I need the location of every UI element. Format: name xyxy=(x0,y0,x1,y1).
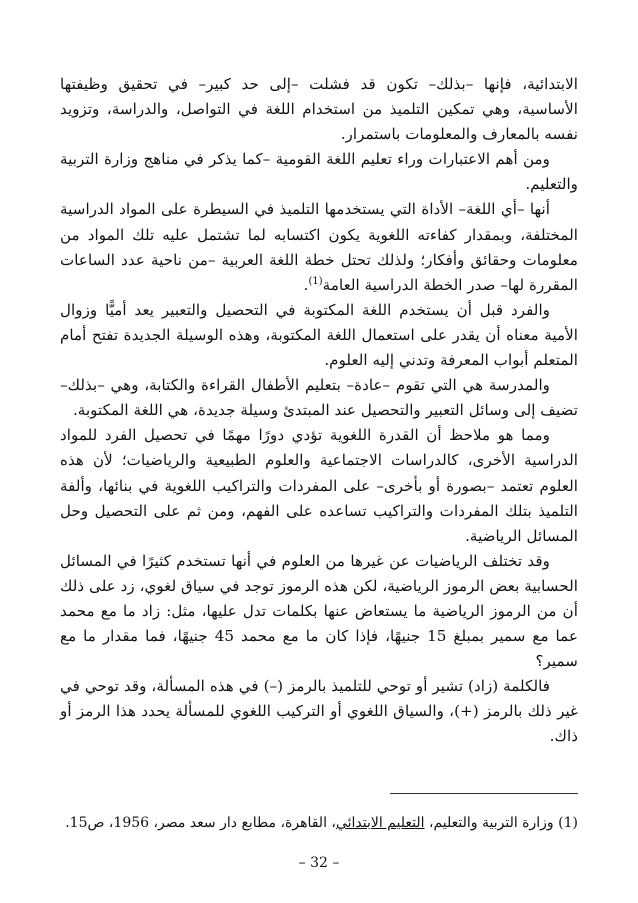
paragraph-3 xyxy=(60,197,578,297)
paragraph-8: فالكلمة (زاد) تشير أو توحي للتلميذ بالرمز (–) في هذه المسألة، وقد توحي في غير ذلك بالرمز (+)، والسياق اللغوي أو التركيب اللغوي للمسألة يحدد هذا الرمز أو ذاك. xyxy=(60,677,578,746)
page-number: – 32 – xyxy=(298,855,340,871)
paragraph-4: والفرد قبل أن يستخدم اللغة المكتوبة في التحصيل والتعبير يعد أميًّا وزوال الأمية معناه أن يقدر على استعمال اللغة المكتوبة، وهذه الوسيلة الجديدة تفتح أمام المتعلم أبواب المعرفة وتدني إليه العلوم. xyxy=(60,300,578,370)
paragraph-7: وقد تختلف الرياضيات عن غيرها من العلوم في أنها تستخدم كثيرًا في المسائل الحسابية بعض الرموز الرياضية، لكن هذه الرموز توجد في سياق لغوي، زد على ذلك أن من الرموز الرياضية ما يستعاض عنها بكلمات تدل عليها، مثل: زاد ما مع محمد عما مع سمير بمبلغ 15 جنيهًا، فإذا كان ما مع محمد 45 جنيهًا، فما مقدار ما مع سمير؟ xyxy=(60,551,579,671)
paragraph-1: الابتدائية، فإنها –بذلك– تكون قد فشلت –إلى حد كبير– في تحقيق وظيفتها الأساسية، وهي تمكين التلميذ من استخدام اللغة في التواصل، والدراسة، وتزويد نفسه بالمعارف والمعلومات باستمرار. xyxy=(60,75,578,144)
footnote-source-title: التعليم الابتدائي xyxy=(335,815,425,831)
paragraph-2: ومن أهم الاعتبارات وراء تعليم اللغة القومية –كما يذكر في مناهج وزارة التربية والتعليم. xyxy=(60,150,578,194)
body-text xyxy=(60,72,578,750)
footnote xyxy=(60,812,578,834)
footnote-suffix: ، القاهرة، مطابع دار سعد مصر، 1956، ص15. xyxy=(65,815,336,831)
footnote-prefix: وزارة التربية والتعليم، xyxy=(424,815,554,831)
paragraph-6: ومما هو ملاحظ أن القدرة اللغوية تؤدي دورًا مهمًا في تحصيل الفرد للمواد الدراسية الأخرى، كالدراسات الاجتماعية والعلوم الطبيعية والرياضيات؛ لأن هذه العلوم تعتمد –بصورة أو بأخرى– على المفردات والتراكيب اللغوية في بنائها، وألفة التلميذ بتلك المفردات والتراكيب تساعده على الفهم، ومن ثم على التحصيل وحل المسائل الرياضية. xyxy=(60,426,578,545)
paragraph-5: والمدرسة هي التي تقوم –عادة– بتعليم الأطفال القراءة والكتابة، وهي –بذلك– تضيف إلى وسائل التعبير والتحصيل عند المبتدئ وسيلة جديدة، هي اللغة المكتوبة. xyxy=(60,376,578,420)
footnote-marker: (1) xyxy=(558,815,578,831)
paragraph-3-tail: . xyxy=(303,275,309,294)
footnote-divider xyxy=(390,793,578,794)
footnote-reference[interactable]: (1) xyxy=(308,275,323,287)
paragraph-3-text: أنها –أي اللغة– الأداة التي يستخدمها التلميذ في السيطرة على المواد الدراسية المختلفة، وبمقدار كفاءته اللغوية يكون اكتسابه لما تشتمل عليه تلك المواد من معلومات وحقائق وأفكار؛ ولذلك تحتل خطة اللغة العربية –من ناحية عدد الساعات المقررة لها– صدر الخطة الدراسية العامة xyxy=(60,200,578,294)
